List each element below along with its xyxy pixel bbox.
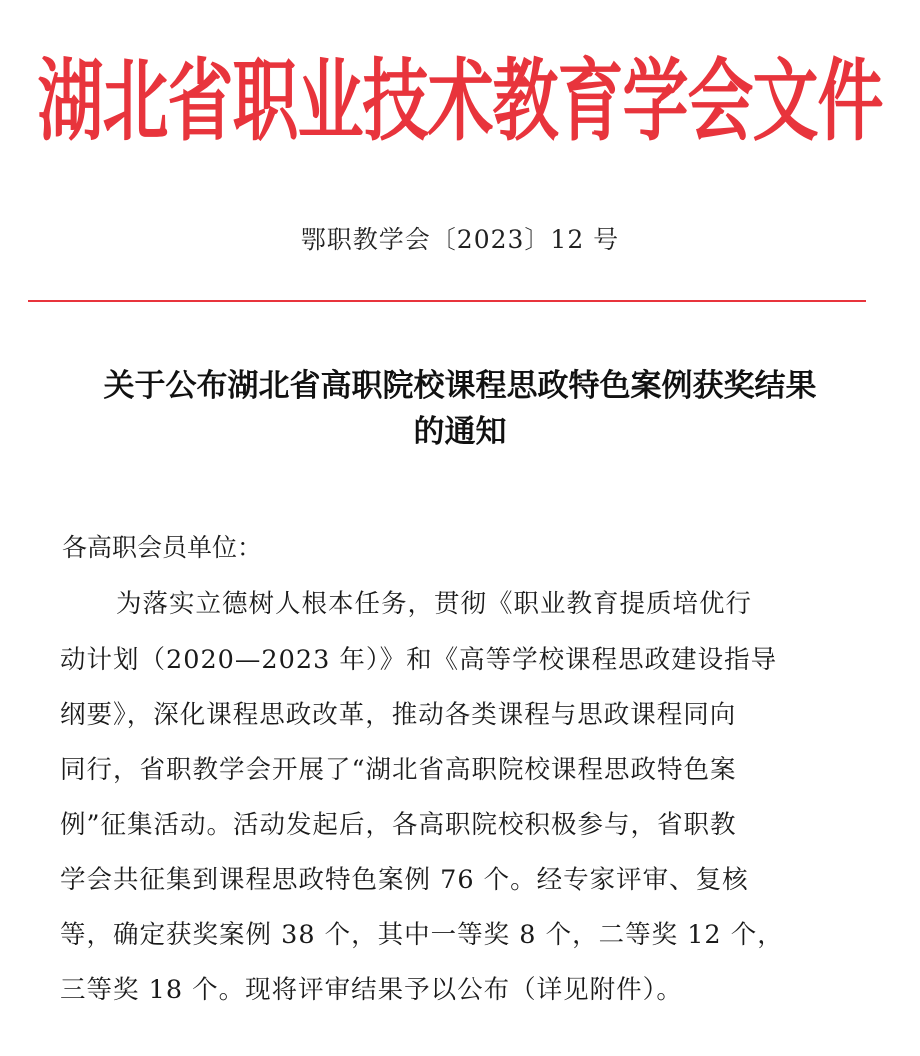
salutation: 各高职会员单位：	[62, 533, 263, 562]
body-text-line: 三等奖 18 个。现将评审结果予以公布（详见附件）。	[60, 975, 683, 1005]
document-masthead: 湖北省职业技术教育学会文件	[37, 49, 883, 154]
red-divider-line	[28, 300, 866, 302]
body-text-line: 等，确定获奖案例 38 个，其中一等奖 8 个，二等奖 12 个，	[60, 920, 784, 950]
body-text-line: 例”征集活动。活动发起后，各高职院校积极参与，省职教	[60, 810, 737, 840]
body-text-line: 同行，省职教学会开展了“湖北省高职院校课程思政特色案	[60, 755, 737, 785]
notice-title-line-1: 关于公布湖北省高职院校课程思政特色案例获奖结果	[103, 368, 817, 404]
body-text-line: 动计划（2020—2023 年）》和《高等学校课程思政建设指导	[60, 645, 778, 675]
document-number: 鄂职教学会〔2023〕12 号	[300, 225, 620, 254]
body-text-line: 学会共征集到课程思政特色案例 76 个。经专家评审、复核	[60, 865, 749, 895]
notice-title-line-2: 的通知	[413, 414, 507, 450]
body-text-line: 纲要》，深化课程思政改革，推动各类课程与思政课程同向	[60, 700, 737, 730]
body-text-line: 为落实立德树人根本任务，贯彻《职业教育提质培优行	[116, 589, 753, 619]
